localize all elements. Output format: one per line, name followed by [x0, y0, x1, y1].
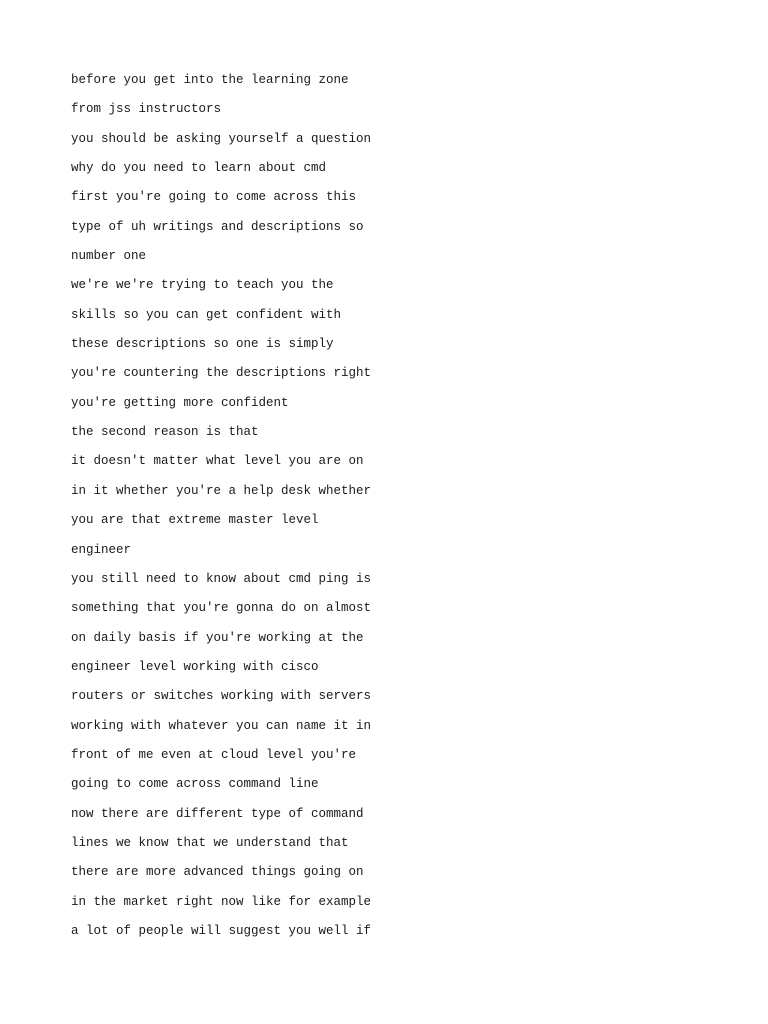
- transcript-line: first you're going to come across this: [71, 190, 357, 205]
- transcript-line: number one: [71, 249, 147, 264]
- transcript-line: a lot of people will suggest you well if: [71, 923, 372, 938]
- transcript-line: why do you need to learn about cmd: [71, 161, 327, 176]
- transcript-line: the second reason is that: [71, 425, 259, 440]
- transcript-line: lines we know that we understand that: [71, 835, 349, 850]
- transcript-line: now there are different type of command: [71, 806, 364, 821]
- transcript-text: [71, 66, 371, 946]
- transcript-line: in the market right now like for example: [71, 894, 372, 909]
- transcript-line: before you get into the learning zone: [71, 73, 349, 87]
- transcript-line: something that you're gonna do on almost: [71, 601, 372, 616]
- transcript-line: we're we're trying to teach you the: [71, 278, 334, 293]
- transcript-line: it doesn't matter what level you are on: [71, 454, 364, 469]
- transcript-line: engineer level working with cisco: [71, 659, 319, 674]
- transcript-line: you're getting more confident: [71, 395, 289, 410]
- transcript-line: type of uh writings and descriptions so: [71, 219, 364, 234]
- transcript-line: you should be asking yourself a question: [71, 131, 372, 146]
- transcript-line: from jss instructors: [71, 102, 222, 117]
- transcript-line: front of me even at cloud level you're: [71, 747, 357, 762]
- transcript-line: going to come across command line: [71, 777, 319, 792]
- transcript-line: you still need to know about cmd ping is: [71, 571, 372, 586]
- transcript-line: skills so you can get confident with: [71, 307, 342, 322]
- transcript-line: these descriptions so one is simply: [71, 337, 334, 352]
- transcript-line: in it whether you're a help desk whether: [71, 483, 372, 498]
- transcript-line: you're countering the descriptions right: [71, 366, 372, 381]
- transcript-line: you are that extreme master level: [71, 513, 319, 528]
- transcript-line: there are more advanced things going on: [71, 865, 364, 880]
- transcript-line: engineer: [71, 542, 132, 557]
- transcript-line: routers or switches working with servers: [71, 689, 372, 704]
- transcript-line: on daily basis if you're working at the: [71, 630, 364, 645]
- transcript-line: working with whatever you can name it in: [71, 718, 372, 733]
